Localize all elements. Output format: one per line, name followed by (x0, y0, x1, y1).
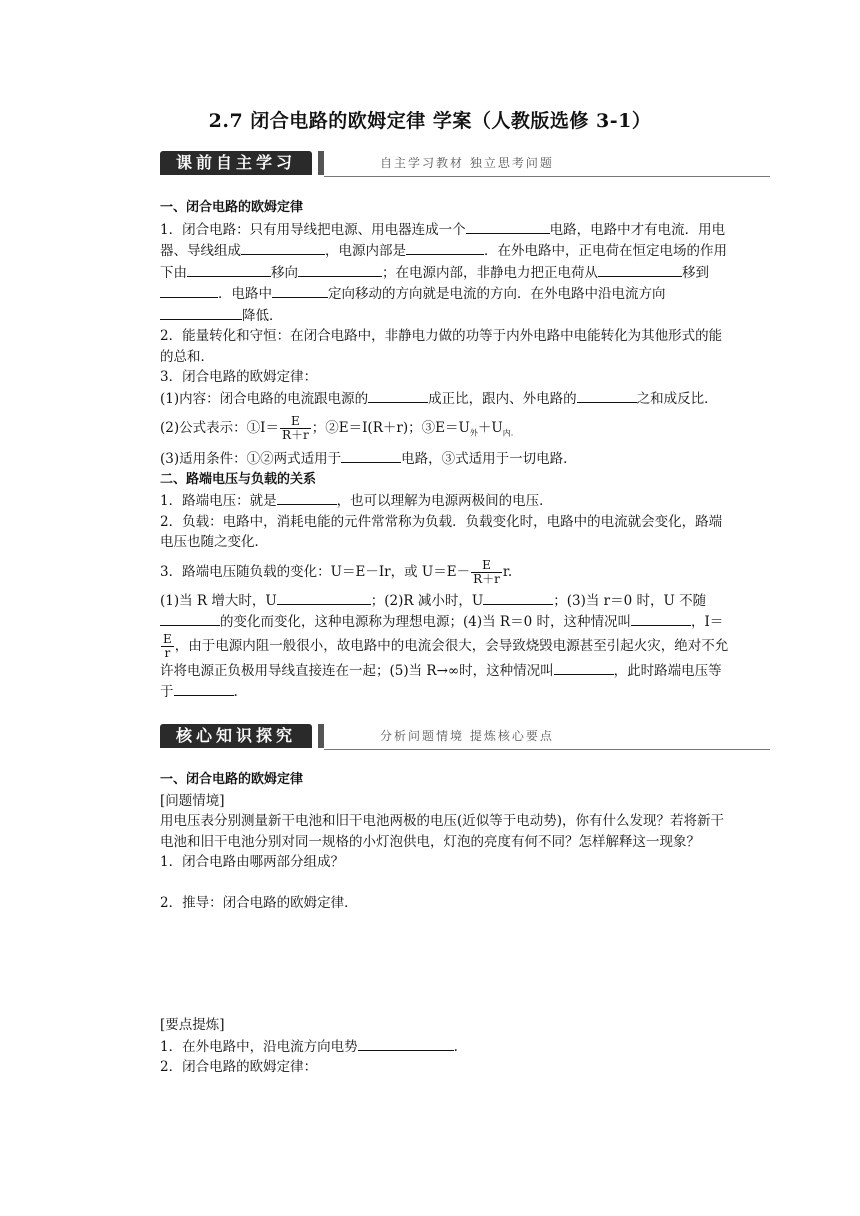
text: 定向移动的方向就是电流的方向．在外电路中沿电流方向 (328, 286, 666, 302)
fill-blank[interactable] (631, 611, 691, 626)
fill-blank[interactable] (358, 1036, 454, 1051)
fill-blank[interactable] (241, 240, 325, 255)
text: 1．路端电压：就是 (160, 493, 277, 510)
paragraph-content (160, 388, 732, 410)
banner-rule (324, 749, 770, 750)
numerator: E (471, 559, 502, 573)
banner-subtitle: 分析问题情境 提炼核心要点 (380, 729, 554, 743)
fill-blank[interactable] (160, 283, 218, 298)
section-heading: 二、路端电压与负载的关系 (160, 471, 317, 487)
subscript: 外 (469, 428, 478, 438)
text: ；在电源内部，非静电力把正电荷从 (382, 264, 598, 281)
text: 成正比，跟内、外电路的 (428, 390, 577, 407)
paragraph-question: 用电压表分别测量新干电池和旧干电池两极的电压(近似等于电动势)，你有什么发现？若将新干电池和旧干电池分别对同一规格的小灯泡供电，灯泡的亮度有何不同？怎样解释这一现象？ (160, 813, 725, 850)
fill-blank[interactable] (160, 305, 242, 320)
banner-label: 核心知识探究 (160, 724, 312, 748)
fill-blank[interactable] (174, 681, 234, 696)
fill-blank[interactable] (554, 660, 614, 675)
text: ；(2)R 减小时，U (370, 592, 484, 609)
fill-blank[interactable] (187, 262, 271, 277)
text: ，也可以理解为电源两极间的电压． (336, 493, 553, 510)
banner-rule (324, 176, 770, 177)
paragraph-formula (160, 415, 732, 444)
text: ；②E＝I(R＋r)；③E＝U (311, 420, 470, 436)
preview-section (160, 198, 732, 703)
subscript: 内. (502, 428, 514, 438)
text: ＋U (477, 420, 503, 436)
text: ，由于电源内阻一般很小，故电路中的电流会很大，会导致烧毁电源甚至引起火灾，绝对不允许将电源正负极用导线直接连在一起；(5)当 R→∞时，这种情况叫 (160, 637, 729, 679)
fill-blank[interactable] (406, 240, 484, 255)
fill-blank[interactable] (298, 262, 382, 277)
paragraph-load: 2．负载：电路中，消耗电能的元件常常称为负载．负载变化时，电路中的电流就会变化，路端电压也随之变化． (160, 513, 723, 551)
text: 的变化而变化，这种电源称为理想电源；(4)当 R＝0 时，这种情况叫 (220, 614, 631, 631)
section-banner-core (160, 724, 770, 750)
text: (2)公式表示：①I＝ (160, 420, 279, 436)
text: (3)适用条件：①②两式适用于 (160, 451, 342, 468)
fill-blank[interactable] (577, 388, 637, 403)
paragraph-conditions (160, 448, 732, 470)
fill-blank[interactable] (160, 611, 220, 626)
paragraph-closed-circuit (160, 219, 732, 327)
paragraph-energy: 2．能量转化和守恒：在闭合电路中，非静电力做的功等于内外电路中电能转化为其他形式的能的总和． (160, 328, 723, 365)
question-1: 1．闭合电路由哪两部分组成？ (160, 854, 345, 870)
paragraph-terminal-voltage (160, 490, 732, 512)
key-point-1 (160, 1036, 732, 1058)
paragraph-ohm-law: 3．闭合电路的欧姆定律： (160, 369, 318, 385)
fraction (161, 633, 174, 660)
tag-problem-situation: [问题情境] (160, 792, 225, 809)
paragraph-voltage-variation (160, 559, 732, 586)
fraction (280, 415, 311, 442)
text: 1．闭合电路：只有用导线把电源、用电器连成一个 (160, 221, 466, 238)
text: . (453, 1038, 458, 1055)
paragraph-cases (160, 590, 732, 703)
text: r. (502, 563, 513, 580)
text: 电路，③式适用于一切电路． (401, 451, 577, 468)
text: 3．路端电压随负载的变化：U＝E－Ir，或 U＝E－ (160, 563, 471, 580)
fill-blank[interactable] (277, 490, 337, 505)
fill-blank[interactable] (277, 590, 371, 605)
fill-blank[interactable] (483, 590, 553, 605)
text: 1．在外电路中，沿电流方向电势 (160, 1038, 358, 1055)
text: 电路，电路中才有电流．用电器、导线组成 (160, 221, 726, 259)
section-banner-preview (160, 151, 770, 177)
key-point-2: 2．闭合电路的欧姆定律： (160, 1059, 318, 1075)
fill-blank[interactable] (598, 262, 682, 277)
banner-subtitle: 自主学习教材 独立思考问题 (380, 156, 554, 170)
numerator: E (280, 415, 311, 429)
fill-blank[interactable] (341, 448, 401, 463)
banner-label: 课前自主学习 (160, 151, 312, 175)
text: 降低． (242, 307, 283, 324)
core-section (160, 770, 732, 1078)
text: ．在外电路中，正电荷在恒定电场的作用下由 (160, 243, 727, 281)
fraction (471, 559, 502, 586)
text: ，I＝ (690, 614, 724, 631)
text: ，电源内部是 (325, 243, 406, 259)
text: (1)当 R 增大时，U (160, 592, 277, 609)
numerator: E (163, 631, 172, 646)
spacer (160, 873, 732, 893)
denominator: R＋r (281, 428, 309, 442)
tag-key-points: [要点提炼] (160, 1017, 225, 1033)
question-2: 2．推导：闭合电路的欧姆定律． (160, 894, 358, 911)
text: 移向 (271, 264, 298, 281)
text: (1)内容：闭合电路的电流跟电源的 (160, 390, 369, 407)
text: ．电路中 (218, 286, 272, 302)
text: ；(3)当 r＝0 时，U 不随 (553, 592, 707, 609)
denominator: R＋r (473, 571, 500, 586)
denominator: r (164, 645, 171, 660)
text: . (233, 684, 238, 701)
answer-space (160, 913, 732, 1015)
fill-blank[interactable] (466, 219, 550, 234)
section-heading: 一、闭合电路的欧姆定律 (160, 772, 304, 787)
page-title: 2.7 闭合电路的欧姆定律 学案（人教版选修 3-1） (208, 110, 652, 132)
fill-blank[interactable] (368, 388, 428, 403)
section-heading: 一、闭合电路的欧姆定律 (160, 200, 304, 215)
text: 移到 (682, 264, 709, 281)
text: 之和成反比． (636, 390, 718, 407)
fill-blank[interactable] (272, 283, 328, 298)
text: ，此时路端电压等于 (160, 662, 722, 701)
